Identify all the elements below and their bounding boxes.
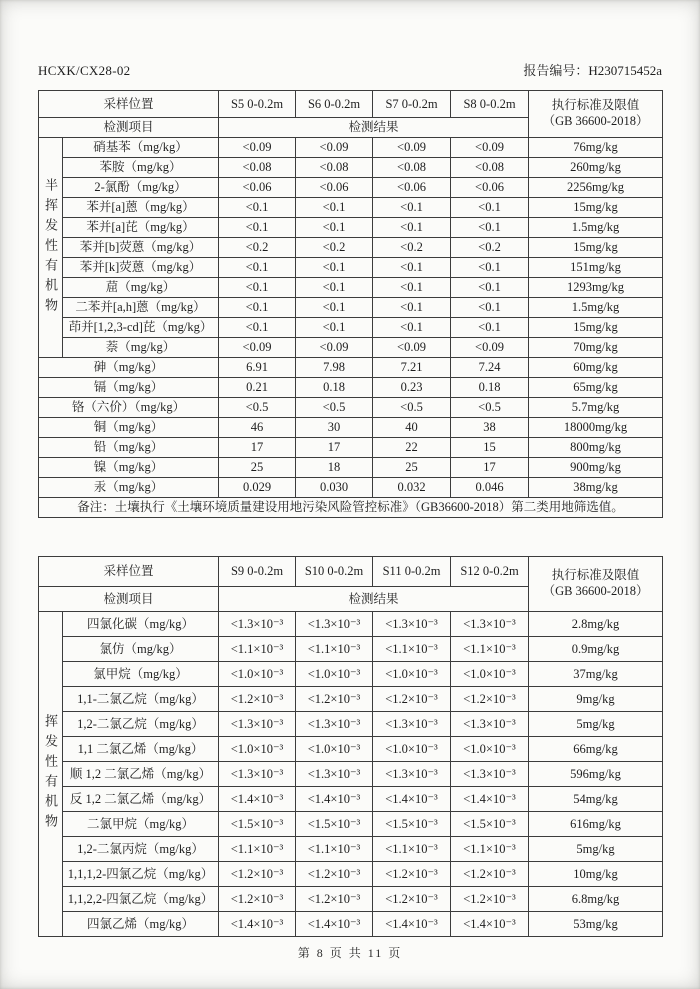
document-code: HCXK/CX28-02	[38, 63, 131, 78]
table-row	[39, 178, 663, 198]
category-label-text: 半挥发性有机物	[43, 177, 58, 318]
table-row	[39, 138, 663, 158]
result-value: <1.0×10⁻³	[296, 737, 373, 762]
result-value: <1.5×10⁻³	[296, 812, 373, 837]
result-value: <1.1×10⁻³	[296, 837, 373, 862]
limit-value: 151mg/kg	[529, 258, 663, 278]
result-value: <1.4×10⁻³	[451, 912, 529, 937]
result-value: <1.0×10⁻³	[219, 662, 296, 687]
result-value: 0.18	[451, 378, 529, 398]
result-value: <0.1	[219, 198, 296, 218]
item-name: 茚并[1,2,3-cd]芘（mg/kg）	[63, 318, 219, 338]
limit-value: 900mg/kg	[529, 458, 663, 478]
header-test-item: 检测项目	[39, 587, 219, 612]
result-value: 40	[373, 418, 451, 438]
result-value: <0.2	[373, 238, 451, 258]
limit-value: 76mg/kg	[529, 138, 663, 158]
header-sampling-location: 采样位置	[39, 557, 219, 587]
item-name: 硝基苯（mg/kg）	[63, 138, 219, 158]
limit-value: 6.8mg/kg	[529, 887, 663, 912]
header-test-item: 检测项目	[39, 118, 219, 138]
result-value: 46	[219, 418, 296, 438]
table-row	[39, 862, 663, 887]
item-name: 反 1,2 二氯乙烯（mg/kg）	[63, 787, 219, 812]
result-value: <1.2×10⁻³	[219, 687, 296, 712]
result-value: <1.3×10⁻³	[219, 612, 296, 637]
page-number: 第 8 页 共 11 页	[297, 946, 403, 960]
result-value: 7.24	[451, 358, 529, 378]
result-value: <0.1	[296, 258, 373, 278]
result-value: <0.1	[373, 218, 451, 238]
limit-value: 260mg/kg	[529, 158, 663, 178]
header-row-1	[39, 91, 663, 118]
table-row	[39, 218, 663, 238]
voc-results-table	[38, 556, 663, 937]
result-value: <1.0×10⁻³	[373, 662, 451, 687]
item-name: 1,2-二氯乙烷（mg/kg）	[63, 712, 219, 737]
table-row	[39, 762, 663, 787]
item-name: 1,1,1,2-四氯乙烷（mg/kg）	[63, 862, 219, 887]
item-name: 镉（mg/kg）	[39, 378, 219, 398]
result-value: <1.2×10⁻³	[219, 887, 296, 912]
result-value: <0.5	[296, 398, 373, 418]
item-name: 萘（mg/kg）	[63, 338, 219, 358]
result-value: <1.1×10⁻³	[373, 637, 451, 662]
result-value: <0.1	[296, 278, 373, 298]
result-value: <1.1×10⁻³	[373, 837, 451, 862]
result-value: <0.2	[296, 238, 373, 258]
table-row	[39, 662, 663, 687]
table-row	[39, 438, 663, 458]
result-value: <0.1	[219, 298, 296, 318]
result-value: <1.3×10⁻³	[296, 762, 373, 787]
item-name: 䓛（mg/kg）	[63, 278, 219, 298]
result-value: 38	[451, 418, 529, 438]
result-value: <0.1	[451, 218, 529, 238]
limit-value: 65mg/kg	[529, 378, 663, 398]
item-name: 苯并[a]芘（mg/kg）	[63, 218, 219, 238]
document-header	[38, 60, 662, 79]
table-row	[39, 298, 663, 318]
result-value: <0.1	[373, 198, 451, 218]
result-value: <1.2×10⁻³	[219, 862, 296, 887]
result-value: <0.09	[373, 338, 451, 358]
table-row	[39, 612, 663, 637]
category-label	[39, 612, 63, 937]
result-value: 0.046	[451, 478, 529, 498]
limit-value: 1293mg/kg	[529, 278, 663, 298]
result-value: <0.1	[219, 218, 296, 238]
result-value: <0.09	[451, 138, 529, 158]
result-value: <0.1	[451, 198, 529, 218]
header-test-result: 检测结果	[219, 118, 529, 138]
result-value: <0.1	[296, 298, 373, 318]
table-row	[39, 837, 663, 862]
limit-value: 38mg/kg	[529, 478, 663, 498]
limit-value: 15mg/kg	[529, 198, 663, 218]
limit-value: 0.9mg/kg	[529, 637, 663, 662]
report-number-label: 报告编号：	[523, 63, 589, 78]
result-value: <0.06	[296, 178, 373, 198]
result-value: <1.2×10⁻³	[296, 862, 373, 887]
result-value: <1.2×10⁻³	[296, 687, 373, 712]
result-value: <0.2	[219, 238, 296, 258]
result-value: <1.2×10⁻³	[451, 687, 529, 712]
standard-label-line1: 执行标准及限值	[551, 98, 640, 113]
category-label	[39, 138, 63, 358]
item-name: 1,1 二氯乙烯（mg/kg）	[63, 737, 219, 762]
result-value: <1.2×10⁻³	[451, 862, 529, 887]
result-value: 7.21	[373, 358, 451, 378]
table-row	[39, 912, 663, 937]
item-name: 2-氯酚（mg/kg）	[63, 178, 219, 198]
item-name: 二苯并[a,h]蒽（mg/kg）	[63, 298, 219, 318]
result-value: <1.1×10⁻³	[219, 837, 296, 862]
result-value: <0.1	[296, 218, 373, 238]
limit-value: 15mg/kg	[529, 238, 663, 258]
item-name: 氯甲烷（mg/kg）	[63, 662, 219, 687]
result-value: 18	[296, 458, 373, 478]
result-value: <1.4×10⁻³	[373, 787, 451, 812]
table-row	[39, 418, 663, 438]
table-row	[39, 458, 663, 478]
table-row	[39, 338, 663, 358]
result-value: <0.06	[451, 178, 529, 198]
report-number-value: H230715452a	[588, 63, 662, 78]
result-value: <1.4×10⁻³	[219, 787, 296, 812]
limit-value: 1.5mg/kg	[529, 218, 663, 238]
header-sample-1: S9 0-0.2m	[219, 557, 296, 587]
result-value: <1.4×10⁻³	[219, 912, 296, 937]
result-value: <1.2×10⁻³	[373, 687, 451, 712]
result-value: <0.08	[451, 158, 529, 178]
limit-value: 9mg/kg	[529, 687, 663, 712]
table-row	[39, 318, 663, 338]
header-sample-4: S8 0-0.2m	[451, 91, 529, 118]
header-sampling-location: 采样位置	[39, 91, 219, 118]
table-row	[39, 637, 663, 662]
result-value: <0.06	[373, 178, 451, 198]
limit-value: 2256mg/kg	[529, 178, 663, 198]
table-row	[39, 398, 663, 418]
svoc-results-table	[38, 90, 663, 518]
result-value: <0.08	[219, 158, 296, 178]
table-row	[39, 238, 663, 258]
item-name: 1,1-二氯乙烷（mg/kg）	[63, 687, 219, 712]
item-name: 氯仿（mg/kg）	[63, 637, 219, 662]
result-value: <0.1	[219, 278, 296, 298]
result-value: <0.1	[373, 318, 451, 338]
result-value: 17	[451, 458, 529, 478]
result-value: <1.1×10⁻³	[219, 637, 296, 662]
result-value: <1.3×10⁻³	[373, 612, 451, 637]
limit-value: 616mg/kg	[529, 812, 663, 837]
result-value: 6.91	[219, 358, 296, 378]
result-value: <1.3×10⁻³	[296, 612, 373, 637]
limit-value: 10mg/kg	[529, 862, 663, 887]
result-value: <1.5×10⁻³	[451, 812, 529, 837]
limit-value: 5.7mg/kg	[529, 398, 663, 418]
table-row	[39, 278, 663, 298]
limit-value: 53mg/kg	[529, 912, 663, 937]
result-value: <1.0×10⁻³	[219, 737, 296, 762]
table-row	[39, 258, 663, 278]
limit-value: 60mg/kg	[529, 358, 663, 378]
item-name: 镍（mg/kg）	[39, 458, 219, 478]
result-value: 17	[296, 438, 373, 458]
item-name: 苯胺（mg/kg）	[63, 158, 219, 178]
result-value: <0.2	[451, 238, 529, 258]
result-value: <0.1	[296, 198, 373, 218]
table-row	[39, 887, 663, 912]
result-value: <1.3×10⁻³	[296, 712, 373, 737]
item-name: 铜（mg/kg）	[39, 418, 219, 438]
result-value: <1.4×10⁻³	[296, 912, 373, 937]
table-row	[39, 712, 663, 737]
header-test-result: 检测结果	[219, 587, 529, 612]
result-value: <1.1×10⁻³	[451, 637, 529, 662]
limit-value: 70mg/kg	[529, 338, 663, 358]
header-row-1	[39, 557, 663, 587]
item-name: 四氯乙烯（mg/kg）	[63, 912, 219, 937]
result-value: <0.09	[373, 138, 451, 158]
result-value: <1.3×10⁻³	[451, 762, 529, 787]
result-value: 17	[219, 438, 296, 458]
limit-value: 596mg/kg	[529, 762, 663, 787]
table-row	[39, 198, 663, 218]
result-value: <1.3×10⁻³	[219, 712, 296, 737]
limit-value: 66mg/kg	[529, 737, 663, 762]
result-value: <0.1	[219, 318, 296, 338]
result-value: <1.3×10⁻³	[451, 712, 529, 737]
result-value: 0.029	[219, 478, 296, 498]
table-row	[39, 787, 663, 812]
result-value: <1.2×10⁻³	[451, 887, 529, 912]
limit-value: 5mg/kg	[529, 712, 663, 737]
result-value: <0.09	[296, 338, 373, 358]
result-value: <1.2×10⁻³	[373, 862, 451, 887]
result-value: <0.1	[373, 278, 451, 298]
result-value: <0.1	[296, 318, 373, 338]
result-value: <0.1	[451, 278, 529, 298]
header-standard-limit	[529, 91, 663, 138]
result-value: <0.1	[451, 258, 529, 278]
limit-value: 5mg/kg	[529, 837, 663, 862]
result-value: <1.2×10⁻³	[373, 887, 451, 912]
item-name: 砷（mg/kg）	[39, 358, 219, 378]
result-value: <1.2×10⁻³	[296, 887, 373, 912]
result-value: 0.030	[296, 478, 373, 498]
note-row	[39, 498, 663, 518]
standard-label-line2: （GB 36600-2018）	[542, 114, 649, 128]
result-value: <1.3×10⁻³	[451, 612, 529, 637]
result-value: <0.08	[373, 158, 451, 178]
table-row	[39, 812, 663, 837]
limit-value: 37mg/kg	[529, 662, 663, 687]
result-value: <0.5	[451, 398, 529, 418]
result-value: <0.09	[296, 138, 373, 158]
limit-value: 54mg/kg	[529, 787, 663, 812]
result-value: 30	[296, 418, 373, 438]
result-value: <0.1	[373, 298, 451, 318]
result-value: <1.1×10⁻³	[296, 637, 373, 662]
header-sample-3: S11 0-0.2m	[373, 557, 451, 587]
result-value: 7.98	[296, 358, 373, 378]
item-name: 苯并[a]蒽（mg/kg）	[63, 198, 219, 218]
limit-value: 15mg/kg	[529, 318, 663, 338]
item-name: 1,2-二氯丙烷（mg/kg）	[63, 837, 219, 862]
item-name: 铬（六价）（mg/kg）	[39, 398, 219, 418]
result-value: <0.08	[296, 158, 373, 178]
result-value: <1.3×10⁻³	[373, 712, 451, 737]
result-value: <0.1	[451, 298, 529, 318]
result-value: <0.09	[219, 338, 296, 358]
item-name: 铅（mg/kg）	[39, 438, 219, 458]
result-value: <1.4×10⁻³	[451, 787, 529, 812]
table-row	[39, 478, 663, 498]
result-value: <1.4×10⁻³	[296, 787, 373, 812]
result-value: 25	[219, 458, 296, 478]
result-value: <0.09	[451, 338, 529, 358]
result-value: <0.1	[219, 258, 296, 278]
result-value: <0.06	[219, 178, 296, 198]
item-name: 苯并[k]荧蒽（mg/kg）	[63, 258, 219, 278]
limit-value: 1.5mg/kg	[529, 298, 663, 318]
item-name: 苯并[b]荧蒽（mg/kg）	[63, 238, 219, 258]
result-value: <1.5×10⁻³	[219, 812, 296, 837]
result-value: <1.0×10⁻³	[451, 737, 529, 762]
item-name: 顺 1,2 二氯乙烯（mg/kg）	[63, 762, 219, 787]
result-value: 0.21	[219, 378, 296, 398]
result-value: <1.0×10⁻³	[373, 737, 451, 762]
result-value: <0.1	[451, 318, 529, 338]
header-sample-2: S10 0-0.2m	[296, 557, 373, 587]
result-value: 0.23	[373, 378, 451, 398]
report-number	[523, 60, 662, 79]
table-row	[39, 378, 663, 398]
header-sample-2: S6 0-0.2m	[296, 91, 373, 118]
header-sample-1: S5 0-0.2m	[219, 91, 296, 118]
result-value: <0.09	[219, 138, 296, 158]
table-row	[39, 687, 663, 712]
table-row	[39, 158, 663, 178]
result-value: <1.3×10⁻³	[219, 762, 296, 787]
item-name: 四氯化碳（mg/kg）	[63, 612, 219, 637]
table-row	[39, 358, 663, 378]
item-name: 1,1,2,2-四氯乙烷（mg/kg）	[63, 887, 219, 912]
result-value: <0.5	[219, 398, 296, 418]
standard-label-line2: （GB 36600-2018）	[542, 584, 649, 598]
header-sample-3: S7 0-0.2m	[373, 91, 451, 118]
table-row	[39, 737, 663, 762]
header-sample-4: S12 0-0.2m	[451, 557, 529, 587]
item-name: 二氯甲烷（mg/kg）	[63, 812, 219, 837]
result-value: <1.5×10⁻³	[373, 812, 451, 837]
result-value: 25	[373, 458, 451, 478]
result-value: <0.1	[373, 258, 451, 278]
table-note: 备注：土壤执行《土壤环境质量建设用地污染风险管控标准》（GB36600-2018）第二类用地筛选值。	[39, 498, 663, 518]
item-name: 汞（mg/kg）	[39, 478, 219, 498]
result-value: 0.18	[296, 378, 373, 398]
result-value: 0.032	[373, 478, 451, 498]
limit-value: 2.8mg/kg	[529, 612, 663, 637]
header-standard-limit	[529, 557, 663, 612]
result-value: <1.0×10⁻³	[451, 662, 529, 687]
result-value: <0.5	[373, 398, 451, 418]
result-value: <1.4×10⁻³	[373, 912, 451, 937]
standard-label-line1: 执行标准及限值	[551, 568, 640, 583]
result-value: 15	[451, 438, 529, 458]
result-value: <1.0×10⁻³	[296, 662, 373, 687]
category-label-text: 挥发性有机物	[43, 714, 58, 834]
result-value: <1.3×10⁻³	[373, 762, 451, 787]
result-value: 22	[373, 438, 451, 458]
result-value: <1.1×10⁻³	[451, 837, 529, 862]
limit-value: 800mg/kg	[529, 438, 663, 458]
limit-value: 18000mg/kg	[529, 418, 663, 438]
